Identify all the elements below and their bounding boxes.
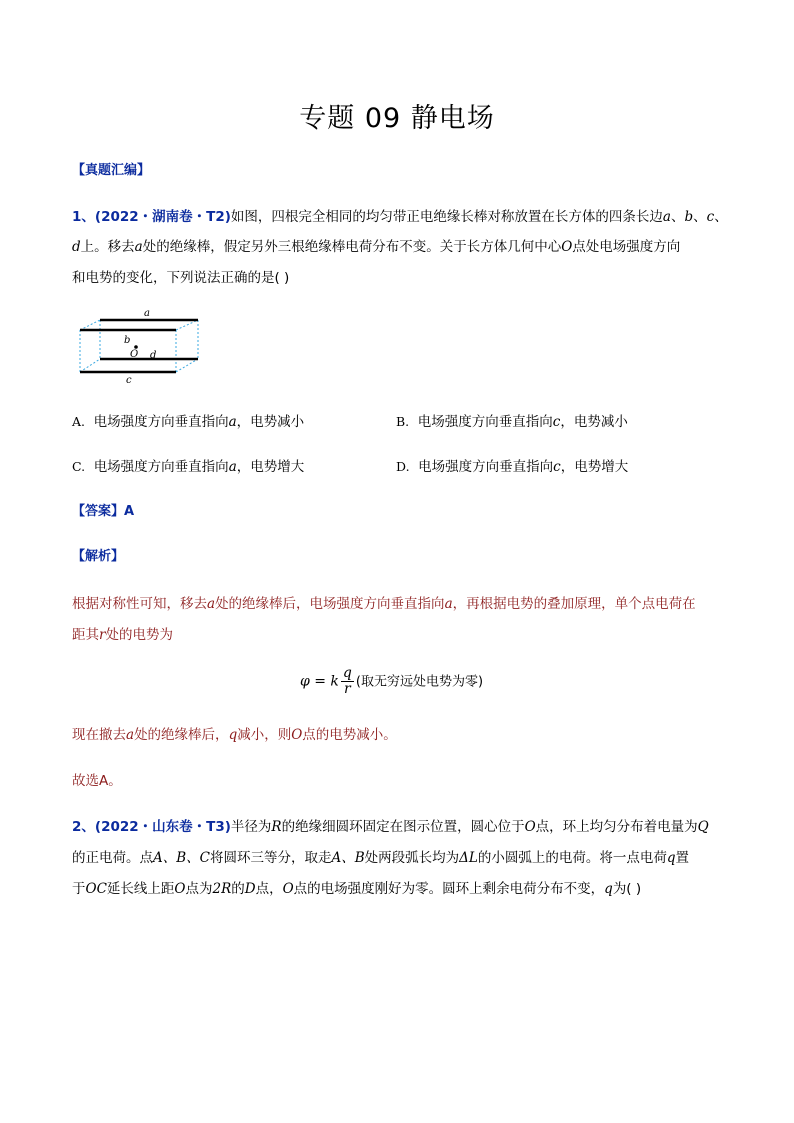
analysis-text-1a: 根据对称性可知，移去 xyxy=(72,596,207,612)
q2-var-dL: ΔL xyxy=(459,850,478,866)
q1-line-1: 1、(2022・湖南卷・T2)如图，四根完全相同的均匀带正电绝缘长棒对称放置在长方体的四条长边a、b、c、 xyxy=(72,209,728,225)
q2-line-1 xyxy=(72,815,709,835)
label-d: d xyxy=(150,350,157,361)
q2-text-2a: 的正电荷。点 xyxy=(72,850,153,866)
q2-text-3a: 于 xyxy=(72,881,86,897)
var-d: d xyxy=(72,239,81,255)
q1-prefix: 1、(2022・湖南卷・T2) xyxy=(72,209,231,225)
var-O: O xyxy=(561,239,573,255)
analysis-line-3 xyxy=(72,723,397,743)
q2-text-1a: 半径为 xyxy=(230,819,272,835)
q1-line-2 xyxy=(72,235,680,255)
analysis-var-O: O xyxy=(291,727,303,743)
potential-formula xyxy=(300,666,483,697)
q2-text-1c: 点，环上均匀分布着电量为 xyxy=(535,819,698,835)
analysis-var-r: r xyxy=(99,627,106,643)
answer xyxy=(72,500,134,519)
q2-var-R: R xyxy=(271,819,282,835)
var-a2: a xyxy=(134,239,143,255)
option-D-text: 电场强度方向垂直指向 xyxy=(418,459,554,475)
q2-text-1b: 的绝缘细圆环固定在图示位置，圆心位于 xyxy=(281,819,525,835)
option-D-letter: D. xyxy=(396,459,410,474)
label-a: a xyxy=(144,308,150,319)
q1-text-2a: 上。移去 xyxy=(80,239,135,255)
q2-text-3c: 点为 xyxy=(185,881,213,897)
q1-line-3: 和电势的变化，下列说法正确的是( ) xyxy=(72,270,290,286)
page-title: 专题 09 静电场 xyxy=(299,103,495,134)
analysis-text-3d: 点的电势减小。 xyxy=(302,727,397,743)
option-B-letter: B. xyxy=(396,414,410,429)
answer-label: 【答案】 xyxy=(72,504,125,519)
q2-var-D: D xyxy=(244,881,256,897)
q2-text-3g: 为( ) xyxy=(612,881,642,897)
analysis-text-3c: 减小，则 xyxy=(237,727,292,743)
analysis-text-3a: 现在撤去 xyxy=(72,727,126,743)
option-C xyxy=(72,455,304,475)
option-A-tail: ，电势减小 xyxy=(236,414,305,430)
label-c: c xyxy=(126,375,132,386)
option-C-letter: C. xyxy=(72,459,86,474)
option-B-var: c xyxy=(552,414,561,430)
formula-fraction xyxy=(341,666,354,697)
q2-text-3e: 点， xyxy=(255,881,283,897)
analysis-text-3b: 处的绝缘棒后， xyxy=(134,727,229,743)
q2-var-q2: q xyxy=(604,881,613,897)
q1-text-1: 如图，四根完全相同的均匀带正电绝缘长棒对称放置在长方体的四条长边 xyxy=(230,209,663,225)
analysis-line-4: 故选A。 xyxy=(72,773,122,789)
q2-var-ABC: A、B、C xyxy=(153,850,210,866)
formula-numerator: q xyxy=(342,665,352,681)
q2-var-O3: O xyxy=(282,881,294,897)
var-a: a xyxy=(662,209,671,225)
analysis-var-a: a xyxy=(207,596,216,612)
formula-note: (取无穷远处电势为零) xyxy=(355,674,484,690)
q2-var-O: O xyxy=(524,819,536,835)
analysis-text-2a: 距其 xyxy=(72,627,99,643)
option-A-var: a xyxy=(228,414,237,430)
option-B xyxy=(396,410,628,430)
q2-prefix: 2、(2022・山东卷・T3) xyxy=(72,819,231,835)
formula-denominator: r xyxy=(344,681,351,697)
label-O: O xyxy=(130,349,139,360)
option-D-tail: ，电势增大 xyxy=(560,459,629,475)
option-C-var: a xyxy=(228,459,237,475)
q2-var-q: q xyxy=(666,850,676,866)
q2-text-2e: 置 xyxy=(675,850,690,866)
q2-text-2b: 将圆环三等分，取走 xyxy=(210,850,332,866)
q2-text-2c: 处两段弧长均为 xyxy=(364,850,460,866)
q2-line-3 xyxy=(72,877,641,897)
q1-text-2b: 处的绝缘棒，假定另外三根绝缘棒电荷分布不变。关于长方体几何中心 xyxy=(142,239,562,255)
option-C-tail: ，电势增大 xyxy=(236,459,305,475)
option-B-text: 电场强度方向垂直指向 xyxy=(417,414,553,430)
q2-var-Q: Q xyxy=(697,819,709,835)
q2-text-3b: 延长线上距 xyxy=(106,881,175,897)
option-B-tail: ，电势减小 xyxy=(560,414,628,430)
q2-var-OC: OC xyxy=(85,881,107,897)
formula-lhs: φ = k xyxy=(300,673,339,690)
analysis-var-a2: a xyxy=(444,596,453,612)
analysis-var-a3: a xyxy=(126,727,135,743)
label-b: b xyxy=(124,335,131,346)
var-b: b xyxy=(684,209,694,225)
analysis-text-1b: 处的绝缘棒后，电场强度方向垂直指向 xyxy=(215,596,445,612)
q1-text-2c: 点处电场强度方向 xyxy=(572,239,681,255)
option-A-text: 电场强度方向垂直指向 xyxy=(93,414,229,430)
section-label: 【真题汇编】 xyxy=(72,163,151,178)
q2-text-3f: 点的电场强度刚好为零。圆环上剩余电荷分布不变， xyxy=(293,881,605,897)
var-c: c xyxy=(706,209,715,225)
analysis-line-2 xyxy=(72,623,173,643)
analysis-label: 【解析】 xyxy=(72,549,125,564)
analysis-line-1 xyxy=(72,592,696,612)
q2-var-O2: O xyxy=(174,881,186,897)
option-A-letter: A. xyxy=(72,414,86,429)
q2-line-2 xyxy=(72,846,689,866)
option-D-var: c xyxy=(553,459,561,475)
cuboid-figure xyxy=(72,306,208,386)
q2-text-3d: 的 xyxy=(231,881,245,897)
option-C-text: 电场强度方向垂直指向 xyxy=(93,459,229,475)
option-D xyxy=(396,455,628,475)
q2-text-2d: 的小圆弧上的电荷。将一点电荷 xyxy=(477,850,667,866)
option-A xyxy=(72,410,304,430)
q2-var-2R: 2R xyxy=(212,881,232,897)
analysis-text-1c: ，再根据电势的叠加原理，单个点电荷在 xyxy=(452,596,696,612)
q2-var-AB: A、B xyxy=(331,850,365,866)
analysis-var-q: q xyxy=(228,727,238,743)
answer-value: A xyxy=(124,504,135,519)
analysis-text-2b: 处的电势为 xyxy=(105,627,173,643)
